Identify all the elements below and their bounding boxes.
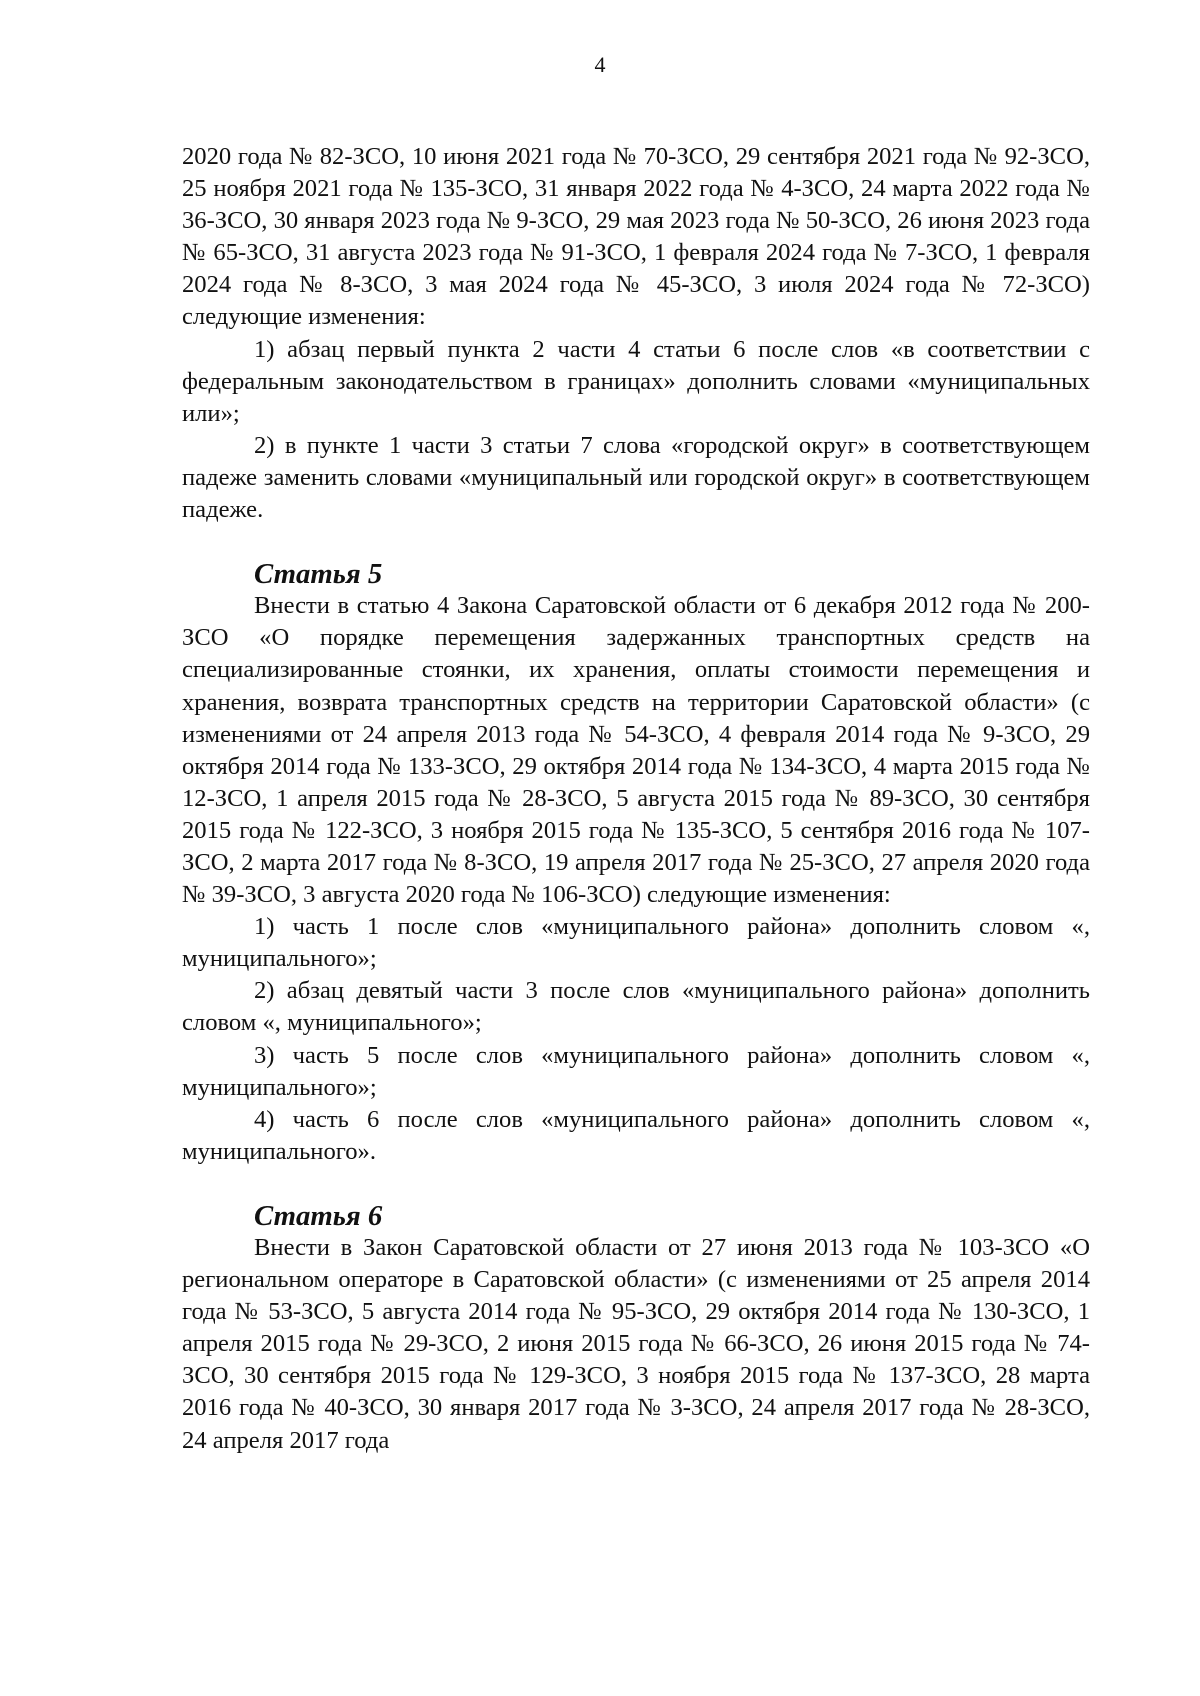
document-body xyxy=(182,141,1090,1457)
page-number: 4 xyxy=(594,52,606,77)
article-6-paragraph: Внести в Закон Саратовской области от 27 июня 2013 года № 103-ЗСО «О региональном операторе в Саратовской области» (с изменениями от 25 апреля 2014 года № 53-ЗСО, 5 августа 2014 года № 95-ЗСО, 29 октября 2014 года № 130-ЗСО, 1 апреля 2015 года № 29-ЗСО, 2 июня 2015 года № 66-ЗСО, 26 июня 2015 года № 74-ЗСО, 30 сентября 2015 года № 129-ЗСО, 3 ноября 2015 года № 137-ЗСО, 28 марта 2016 года № 40-ЗСО, 30 января 2017 года № 3-ЗСО, 24 апреля 2017 года № 28-ЗСО, 24 апреля 2017 года xyxy=(182,1234,1090,1454)
intro-item-2: 2) в пункте 1 части 3 статьи 7 слова «городской округ» в соответствующем падеже заменить словами «муниципальный или городской округ» в соответствующем падеже. xyxy=(182,431,1090,524)
article-6-heading: Статья 6 xyxy=(254,1199,383,1232)
intro-paragraph: 2020 года № 82-ЗСО, 10 июня 2021 года № 70-ЗСО, 29 сентября 2021 года № 92-ЗСО, 25 ноября 2021 года № 135-ЗСО, 31 января 2022 года № 4-ЗСО, 24 марта 2022 года № 36-ЗСО, 30 января 2023 года № 9-ЗСО, 29 мая 2023 года № 50-ЗСО, 26 июня 2023 года № 65-ЗСО, 31 августа 2023 года № 91-ЗСО, 1 февраля 2024 года № 7-ЗСО, 1 февраля 2024 года № 8-ЗСО, 3 мая 2024 года № 45-ЗСО, 3 июля 2024 года № 72-ЗСО) следующие изменения: xyxy=(182,143,1090,331)
intro-item-1: 1) абзац первый пункта 2 части 4 статьи 6 после слов «в соответствии с федеральным законодательством в границах» дополнить словами «муниципальных или»; xyxy=(182,335,1090,427)
article-5-item-1: 1) часть 1 после слов «муниципального района» дополнить словом «, муниципального»; xyxy=(182,913,1090,973)
article-5-heading: Статья 5 xyxy=(254,558,383,591)
article-5-item-4: 4) часть 6 после слов «муниципального района» дополнить словом «, муниципального». xyxy=(182,1105,1090,1165)
article-5-paragraph: Внести в статью 4 Закона Саратовской области от 6 декабря 2012 года № 200-ЗСО «О порядке перемещения задержанных транспортных средств на специализированные стоянки, их хранения, оплаты стоимости перемещения и хранения, возврата транспортных средств на территории Саратовской области» (с изменениями от 24 апреля 2013 года № 54-ЗСО, 4 февраля 2014 года № 9-ЗСО, 29 октября 2014 года № 133-ЗСО, 29 октября 2014 года № 134-ЗСО, 4 марта 2015 года № 12-ЗСО, 1 апреля 2015 года № 28-ЗСО, 5 августа 2015 года № 89-ЗСО, 30 сентября 2015 года № 122-ЗСО, 3 ноября 2015 года № 135-ЗСО, 5 сентября 2016 года № 107-ЗСО, 2 марта 2017 года № 8-ЗСО, 19 апреля 2017 года № 25-ЗСО, 27 апреля 2020 года № 39-ЗСО, 3 августа 2020 года № 106-ЗСО) следующие изменения: xyxy=(182,592,1090,909)
article-5-item-2: 2) абзац девятый части 3 после слов «муниципального района» дополнить словом «, муниципального»; xyxy=(182,977,1090,1037)
article-5-item-3: 3) часть 5 после слов «муниципального района» дополнить словом «, муниципального»; xyxy=(182,1041,1090,1101)
